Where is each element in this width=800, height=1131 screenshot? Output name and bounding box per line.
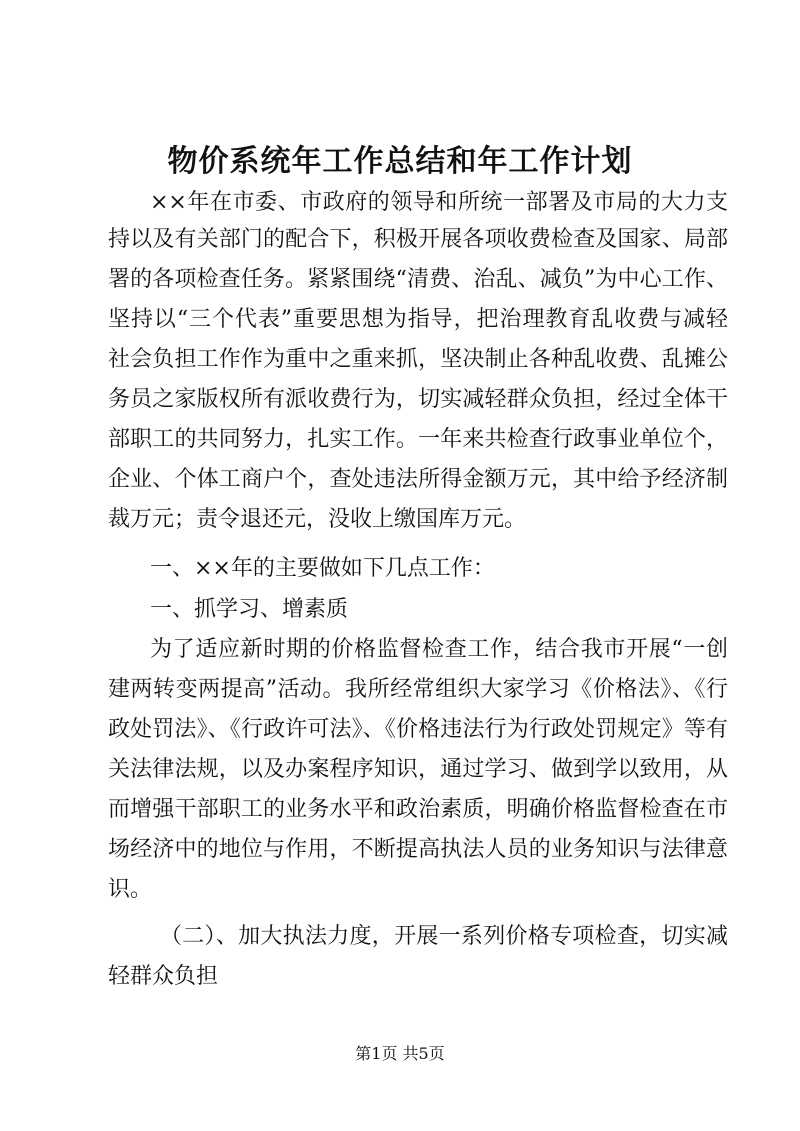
paragraph-line: ××年在市委、市政府的领导和所统一部署及市局的大力支 <box>150 190 728 215</box>
paragraph-line: 企业、个体工商户个，查处违法所得金额万元，其中给予经济制 <box>108 467 728 492</box>
paragraph-line: 为了适应新时期的价格监督检查工作，结合我市开展“一创 <box>150 637 728 662</box>
paragraph-line: 持以及有关部门的配合下，积极开展各项收费检查及国家、局部 <box>108 227 728 252</box>
paragraph-line: 建两转变两提高”活动。我所经常组织大家学习《价格法》、《行 <box>108 677 728 702</box>
paragraph-line: 政处罚法》、《行政许可法》、《价格违法行为行政处罚规定》等有 <box>108 717 728 742</box>
paragraph-line: 场经济中的地位与作用，不断提高执法人员的业务知识与法律意 <box>108 837 728 862</box>
paragraph-line: 部职工的共同努力，扎实工作。一年来共检查行政事业单位个， <box>108 427 728 452</box>
paragraph-line: 识。 <box>108 877 153 902</box>
paragraph-line: 署的各项检查任务。紧紧围绕“清费、治乱、减负”为中心工作、 <box>108 267 728 292</box>
page-number: 第1页 共5页 <box>355 1044 445 1063</box>
subsection-heading: 一、抓学习、增素质 <box>150 597 349 622</box>
section-heading: 一、××年的主要做如下几点工作： <box>150 556 495 581</box>
paragraph-line: 裁万元；责令退还元，没收上缴国库万元。 <box>108 507 527 532</box>
subsection-heading-continued: 轻群众负担 <box>108 964 219 989</box>
paragraph-line: 务员之家版权所有派收费行为，切实减轻群众负担，经过全体干 <box>108 387 728 412</box>
paragraph-line: 社会负担工作作为重中之重来抓，坚决制止各种乱收费、乱摊公 <box>108 347 728 372</box>
subsection-heading: （二）、加大执法力度，开展一系列价格专项检查，切实减 <box>160 924 728 949</box>
document-title: 物价系统年工作总结和年工作计划 <box>167 144 633 179</box>
paragraph-line: 关法律法规，以及办案程序知识，通过学习、做到学以致用，从 <box>108 757 728 782</box>
paragraph-line: 而增强干部职工的业务水平和政治素质，明确价格监督检查在市 <box>108 797 728 822</box>
paragraph-line: 坚持以“三个代表”重要思想为指导，把治理教育乱收费与减轻 <box>108 307 728 332</box>
